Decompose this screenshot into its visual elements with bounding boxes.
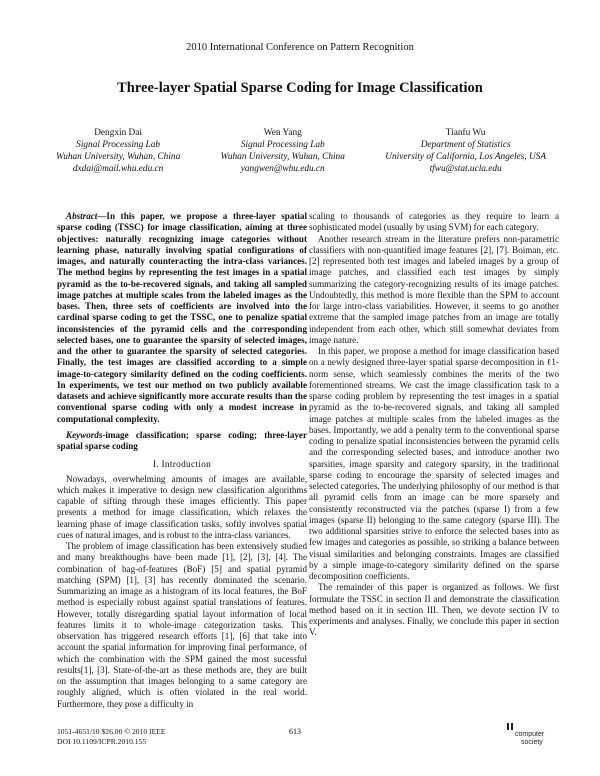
doi-line: DOI 10.1109/ICPR.2010.155 [57,737,147,746]
author-lab: Signal Processing Lab [240,140,325,150]
author-email[interactable]: tfwu@stat.ucla.edu [429,164,502,174]
paragraph: Nowadays, overwhelming amounts of images are available, which makes it imperative to design new classification algorithms capable of sifting through these images efficiently. This paper presents a method for image classification, which relaxes the learning phase of image classification tasks, softly involves spatial cues of natural images, and is robust to the intra-class variances. [57,473,307,540]
conference-header: 2010 International Conference on Pattern Recognition [186,42,414,53]
author-affiliation: Wuhan University, Wuhan, China [220,152,345,162]
paragraph: The problem of image classification has been extensively studied and many breakthoughs have been made [1], [2], [3], [4]. The combination of bag-of-features (BoF) [5] and spatial pyramid matching (SPM) [1], [3] has recently dominated the scenario. Summarizing an image as a histogram of its local features, the BoF method is especially robust against spatial translations of features. However, totally disregarding spatial layout information of local features limits it to whole-image categorization tasks. This observation has triggered research efforts [1], [6] that take into account the spatial information for improving final performance, of which the combination with the SPM gained the most sucessful results[1], [3]. State-of-the-art as these methods are, they are built on the assumption that images belonging to a same category are roughly aligned, which is often violated in the real world. Furthermore, they pose a difficulty in [57,541,307,709]
paragraph: In this paper, we propose a method for image classification based on a newly designed three-layer spatial sparse decomposition in ℓ1-norm sense, which seamlessly combines the merits of the two forementioned streams. We cast the image classification task to a sparse coding problem by representing the test images in a spatial pyramid as the to-be-recovered signals, and taking all sampled image patches at multiple scales from the labeled images as the bases. Importantly, we add a penalty term to the conventional sparse coding to penalize spatial inconsistencies between the pyramid cells and the corresponding selected bases, and introduce another two sparsities, image sparsity and category sparsity, in the traditional sparse coding to encourage the sparsity of selected images and selected categories. The underlying philosophy of our method is that all pyramid cells from an image can be more sparsely and consistently reconstructed via the patches (sparse I) from a few images (sparse II) belonging to the same category (sparse III). The two additional sparsities strive to enforce the selected bases into as few images and categories as possible, so striking a balance between visual similarities and belonging constraints. Images are classified by a simple image-to-category similarity defined on the sparse decomposition coefficients. [309,346,559,581]
logo-text-society: society [521,739,543,746]
copyright-line: 1051-4651/10 $26.00 © 2010 IEEE [57,727,166,736]
abstract [57,211,307,425]
author-1 [56,127,180,175]
abstract-text: —In this paper, we propose a three-layer spatial sparse coding (TSSC) for image classification, aiming at three objectives: naturally recognizing image categories without learning phase, naturally involving spatial configurations of images, and naturally counteracting the intra-class variances. The method begins by representing the test images in a spatial pyramid as the to-be-recovered signals, and taking all sampled image patches at multiple scales from the labeled images as the bases. Then, three sets of coefficients are involved into the cardinal sparse coding to get the TSSC, one to penalize spatial inconsistencies of the pyramid cells and the corresponding selected bases, one to guarantee the sparsity of selected images, and the other to guarantee the sparsity of selected categories. Finally, the test images are classified according to a simple image-to-category similarity defined on the coding coefficients. In experiments, we test our method on two publicly available datasets and achieve significantly more accurate results than the conventional sparse coding with only a modest increase in computational complexity. [57,211,307,424]
author-name: Tianfu Wu [445,128,486,138]
author-lab: Signal Processing Lab [76,140,161,150]
abstract-lead: Abstract [66,211,98,221]
paragraph: Another research stream in the literature prefers non-parametric classifiers with non-quantified image features [2], [7]. Boiman, etc. [2] represented both test images and labeled images by a group of image patches, and classified each test images by simply summarizing the category-recognizing results of its image patches. Undoubtedly, this method is more flexible than the SPM to account for large intro-class variabilities. However, it seems to go another extreme that the sampled image patches from an image are totally independent from each other, which still somewhat deviates from image nature. [309,233,559,345]
author-affiliation: Wuhan University, Wuhan, China [56,152,181,162]
logo-text-computer: computer [515,731,545,738]
author-email[interactable]: yangwen@whu.edu.cn [240,164,325,174]
paragraph: The remainder of this paper is organized as follows. We first formulate the TSSC in section II and demonstrate the classification method based on it in section III. Then, we devote section IV to experiments and analyses. Finally, we conclude this paper in section V. [309,582,559,638]
page-number: 613 [289,727,301,736]
author-lab: Department of Statistics [420,140,511,150]
left-column [57,211,307,710]
author-affiliation: University of California, Los Angeles, USA [385,152,546,162]
keywords-text: -image classification; sparse coding; three-layer spatial sparse coding [57,429,307,451]
author-email[interactable]: dxdai@mail.whu.edu.cn [72,164,164,174]
right-column [309,211,559,639]
section-heading: I. Introduction [152,460,212,471]
author-2 [221,127,345,175]
author-name: Dengxin Dai [94,128,142,138]
computer-society-logo [497,721,549,747]
paper-title: Three-layer Spatial Sparse Coding for Image Classification [117,80,483,96]
author-block [56,127,546,175]
author-3 [385,127,546,175]
paragraph: scaling to thousands of categories as they require to learn a sophisticated model (usually by using SVM) for each category. [309,211,559,233]
keywords-lead: Keywords [66,429,103,440]
author-name: Wen Yang [263,128,302,138]
footer-copyright [57,727,166,747]
keywords [57,430,307,453]
